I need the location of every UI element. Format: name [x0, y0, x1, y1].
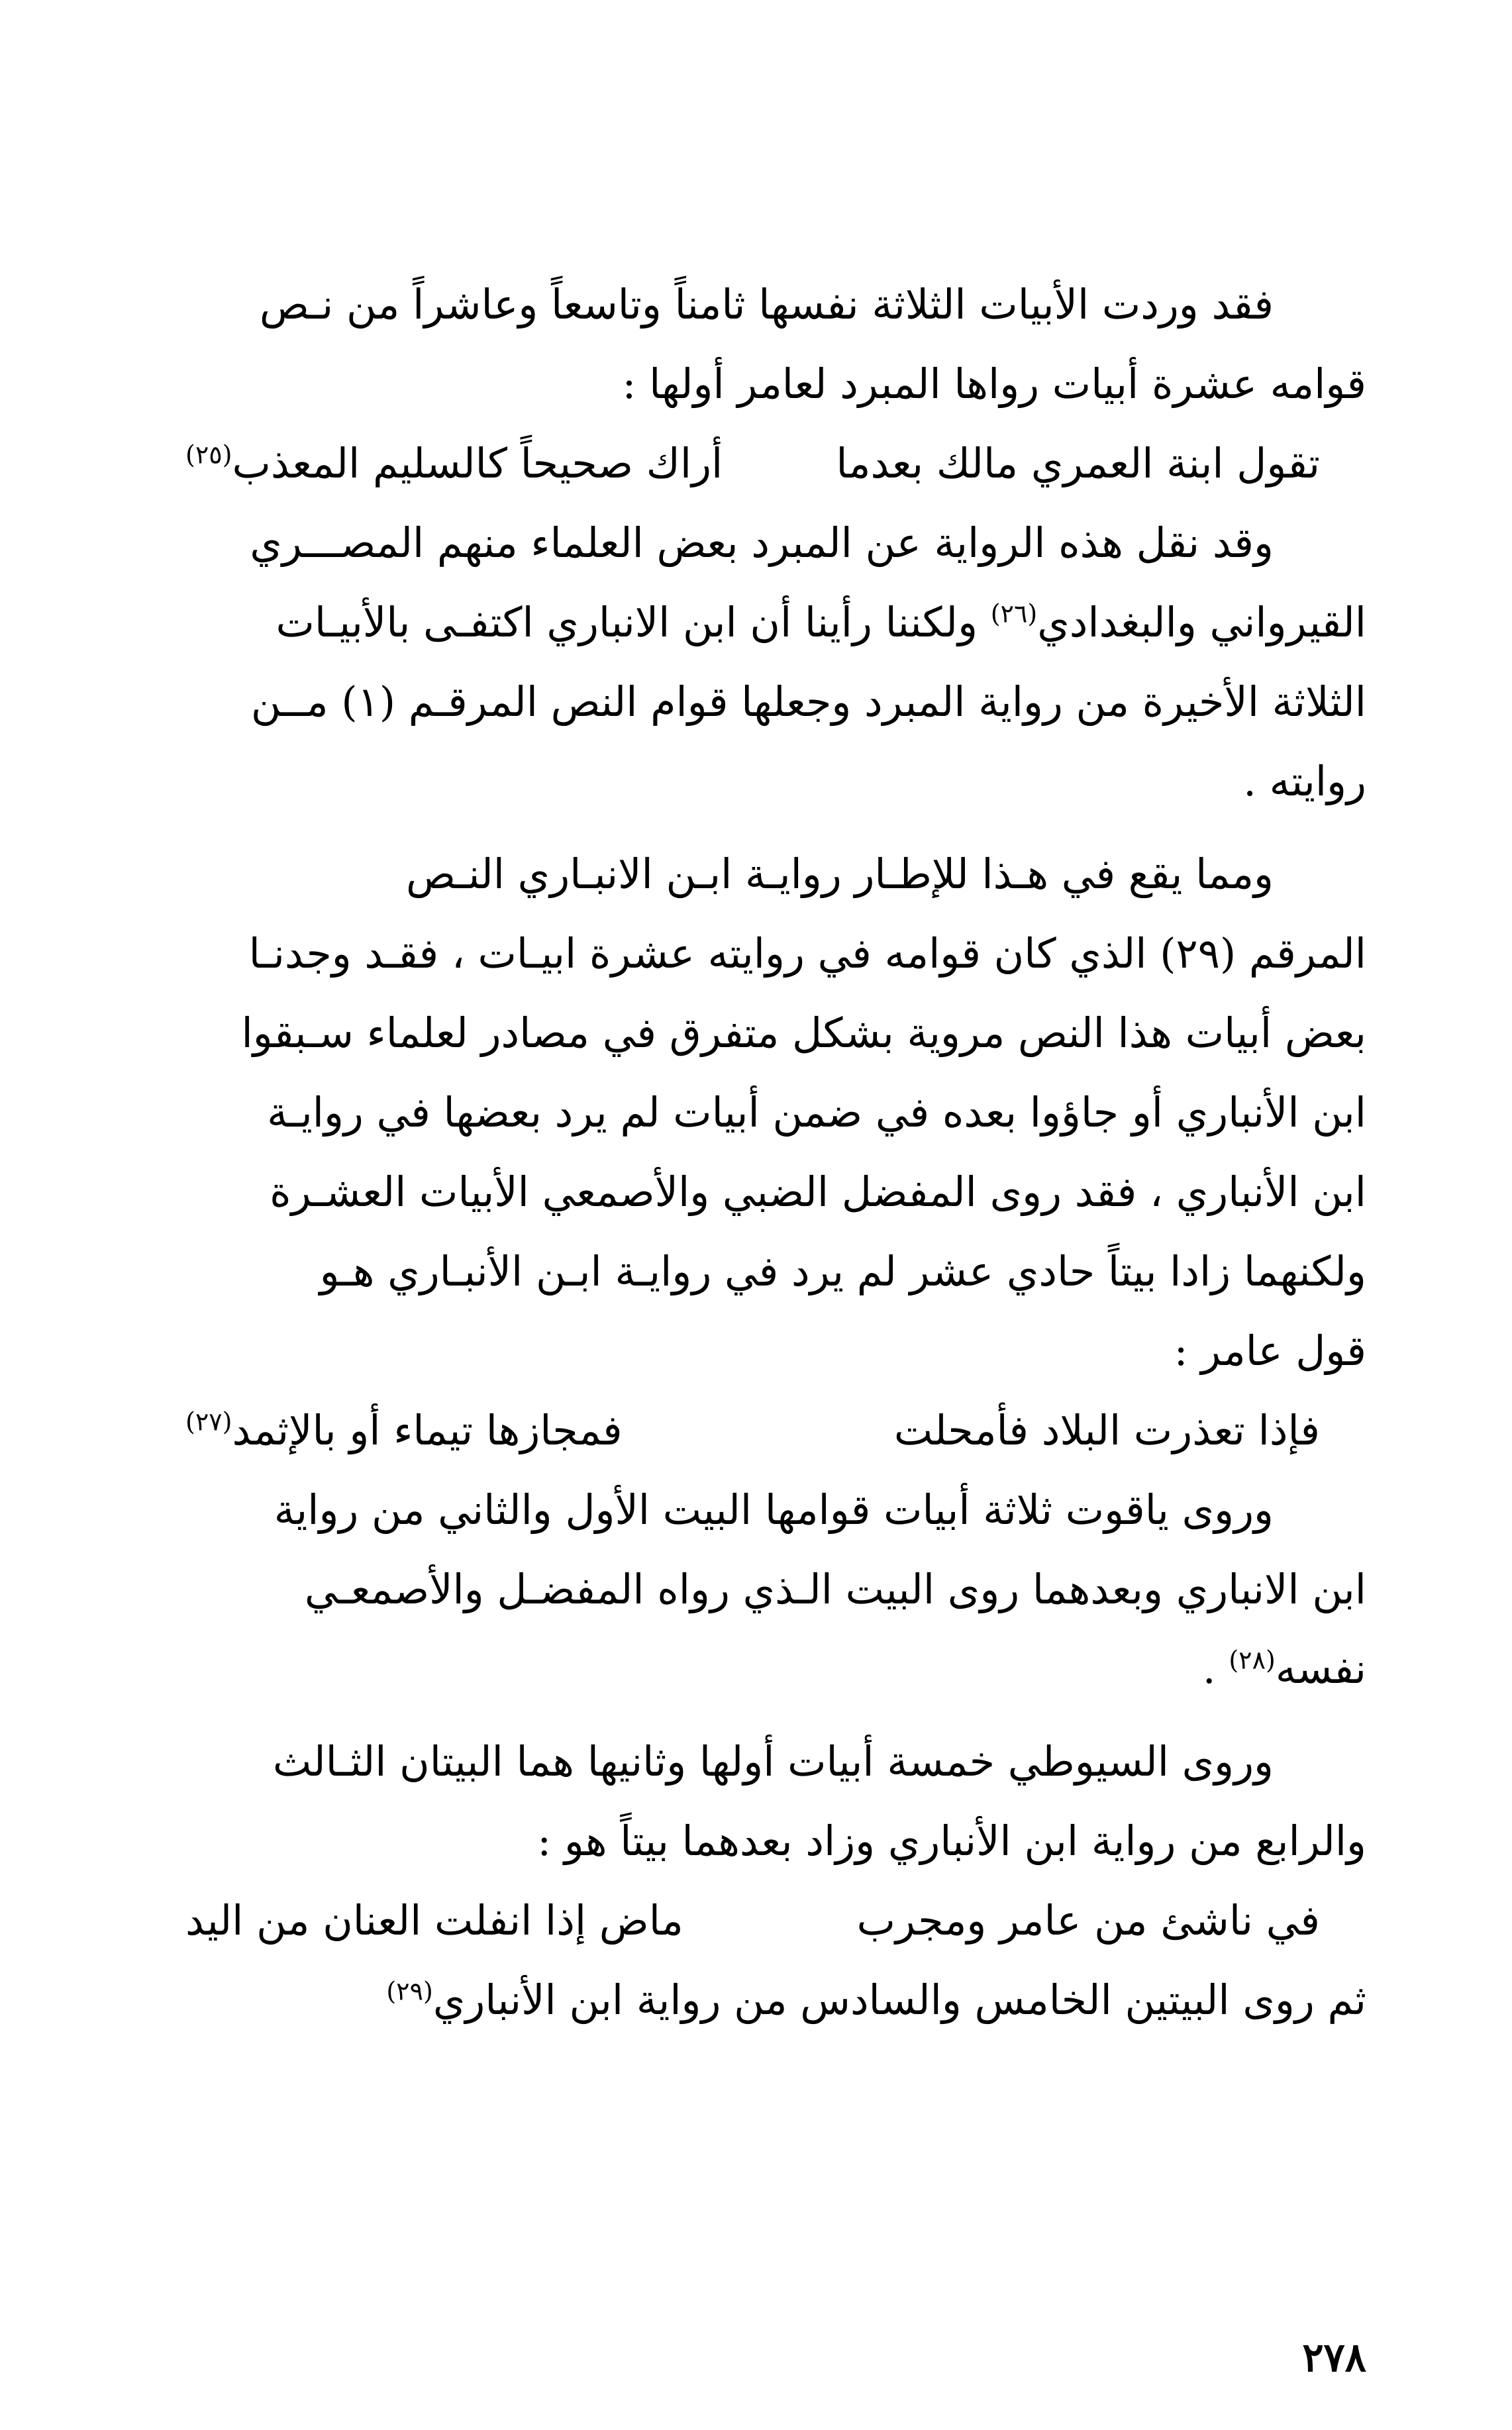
footnote-ref-25: (٢٥)	[185, 440, 232, 470]
paragraph-1-line-1: فقد وردت الأبيات الثلاثة نفسها ثامناً وتاسعاً وعاشراً من نـص	[259, 280, 1274, 329]
paragraph-3-line-7: قول عامر :	[1174, 1327, 1366, 1375]
paragraph-2-line-2	[148, 583, 1366, 662]
paragraph-4-line-2: ابن الانباري وبعدهما روى البيت الـذي رواه المفضـل والأصمعـي	[304, 1565, 1366, 1613]
paragraph-4-line-1: وروى ياقوت ثلاثة أبيات قوامها البيت الأول والثاني من رواية	[274, 1486, 1274, 1534]
verse-1-second-hemistich	[185, 424, 723, 503]
verse-2-first-hemistich: فإذا تعذرت البلاد فأمحلت	[893, 1406, 1320, 1454]
paragraph-3-line-3: بعض أبيات هذا النص مروية بشكل متفرق في مصادر لعلماء سـبقوا	[241, 1009, 1366, 1057]
footnote-ref-26: (٢٦)	[990, 599, 1038, 629]
verse-3-first-hemistich: في ناشئ من عامر ومجرب	[856, 1896, 1320, 1945]
paragraph-5-line-1: وروى السيوطي خمسة أبيات أولها وثانيها هما البيتان الثـالث	[272, 1737, 1274, 1786]
verse-2-second-hemistich-text: فمجازها تيماء أو بالإثمد	[232, 1406, 623, 1454]
paragraph-3-line-2: المرقم (٢٩) الذي كان قوامه في روايته عشرة ابيـات ، فقـد وجدنـا	[248, 929, 1366, 978]
page-number: ٢٧٨	[1302, 2335, 1366, 2381]
paragraph-6-line-1	[148, 1960, 1366, 2040]
paragraph-2-line-1: وقد نقل هذه الرواية عن المبرد بعض العلماء منهم المصـــري	[250, 519, 1274, 567]
paragraph-3-line-5: ابن الأنباري ، فقد روى المفضل الضبي والأصمعي الأبيات العشـرة	[270, 1168, 1366, 1216]
footnote-ref-27: (٢٧)	[185, 1407, 232, 1437]
paragraph-1-line-2: قوامه عشرة أبيات رواها المبرد لعامر أولها :	[622, 360, 1366, 408]
paragraph-4-line-3	[148, 1629, 1366, 1709]
paragraph-2-line-2-start: القيرواني والبغدادي	[1037, 598, 1366, 646]
paragraph-2-line-2-rest: ولكننا رأينا أن ابن الانباري اكتفـى بالأبيـات	[276, 598, 991, 646]
paragraph-2-line-3: الثلاثة الأخيرة من رواية المبرد وجعلها قوام النص المرقـم (١) مــن	[250, 678, 1366, 726]
paragraph-2-line-4: روايته .	[1243, 757, 1366, 805]
paragraph-6-line-1-text: ثم روى البيتين الخامس والسادس من رواية ابن الأنباري	[432, 1976, 1366, 2024]
paragraph-3-line-1: ومما يقع في هـذا للإطـار روايـة ابـن الانبـاري النـص	[406, 850, 1274, 898]
verse-1-second-hemistich-text: أراك صحيحاً كالسليم المعذب	[232, 439, 723, 487]
paragraph-4-line-3-text: نفسه	[1275, 1645, 1366, 1693]
verse-3-second-hemistich: ماض إذا انفلت العنان من اليد	[185, 1896, 683, 1945]
verse-1-first-hemistich: تقول ابنة العمري مالك بعدما	[836, 439, 1320, 487]
footnote-ref-28: (٢٨)	[1229, 1645, 1276, 1675]
paragraph-5-line-2: والرابع من رواية ابن الأنباري وزاد بعدهما بيتاً هو :	[537, 1817, 1366, 1865]
paragraph-3-line-4: ابن الأنباري أو جاؤوا بعده في ضمن أبيات لم يرد بعضها في روايـة	[267, 1088, 1366, 1137]
verse-2-second-hemistich	[185, 1391, 623, 1470]
paragraph-4-line-3-end: .	[1202, 1645, 1229, 1693]
paragraph-3-line-6: ولكنهما زادا بيتاً حادي عشر لم يرد في روايـة ابـن الأنبـاري هـو	[319, 1247, 1366, 1295]
footnote-ref-29: (٢٩)	[386, 1976, 433, 2006]
